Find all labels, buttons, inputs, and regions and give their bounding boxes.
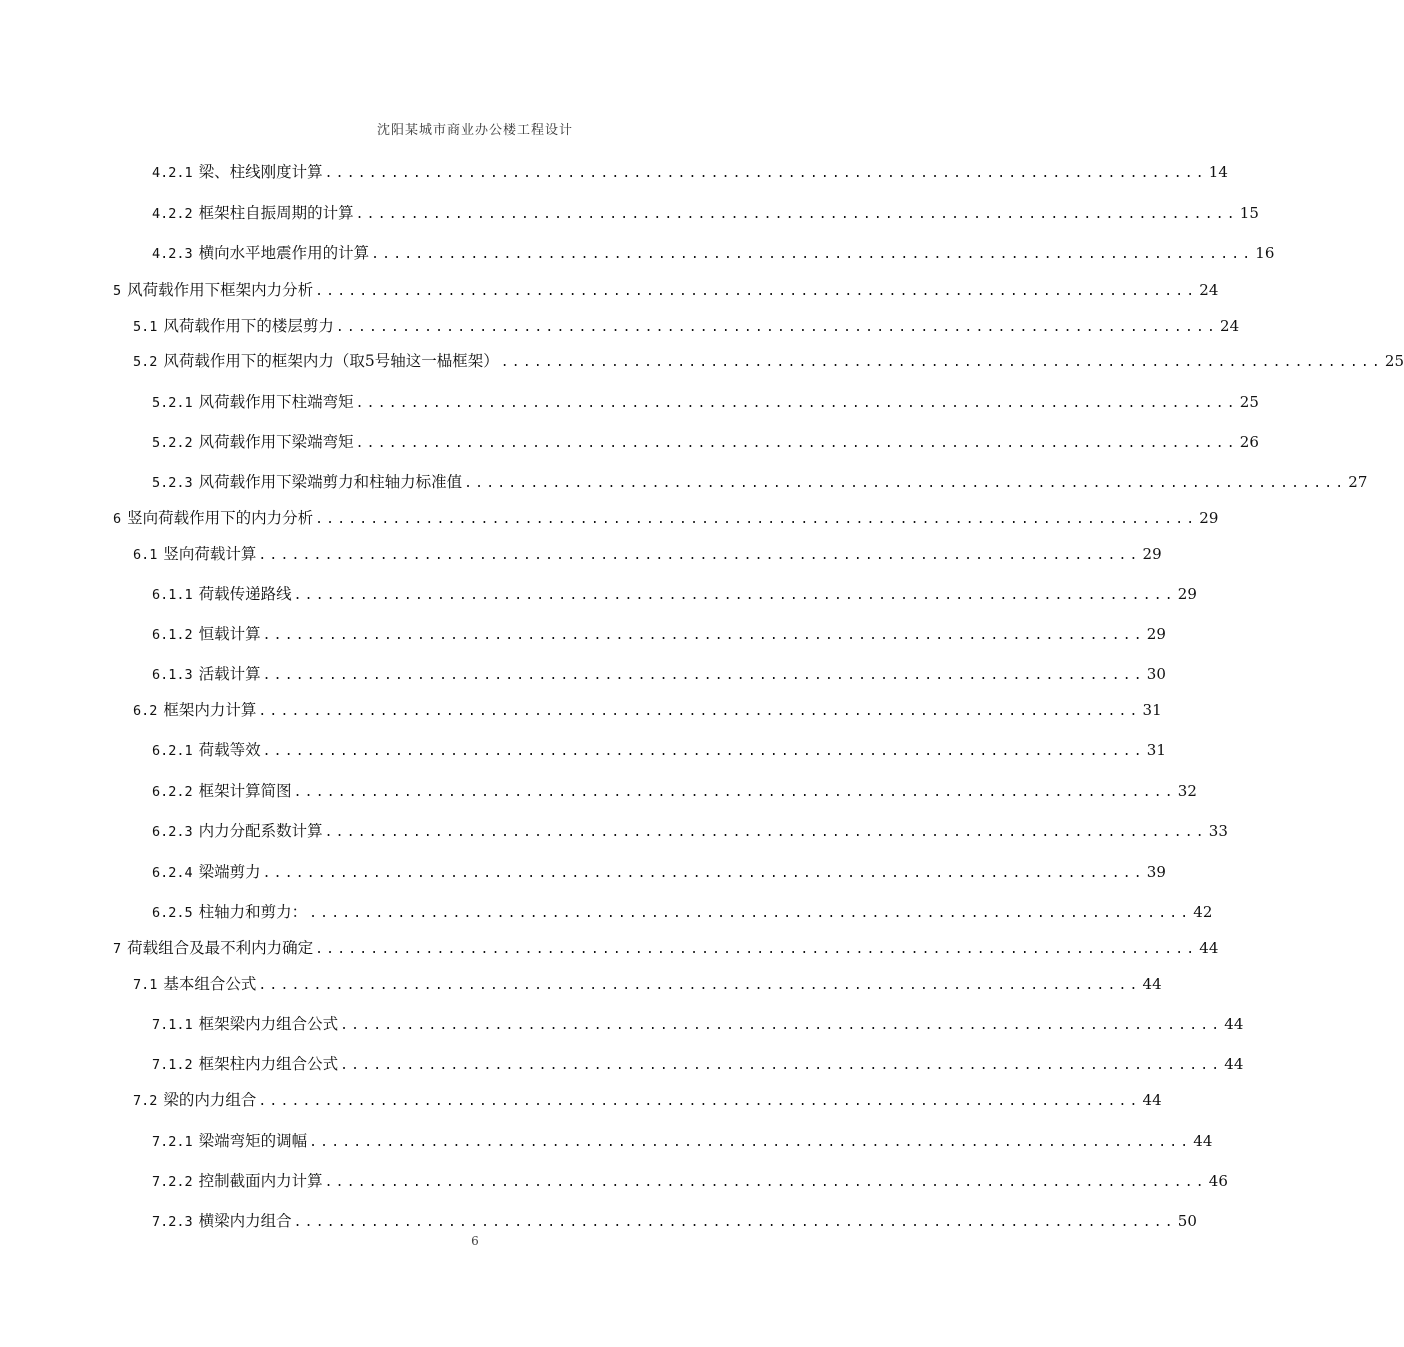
toc-page-number: 16 — [1255, 244, 1275, 262]
toc-entry[interactable] — [152, 819, 1228, 841]
toc-title: 框架内力计算 — [163, 701, 257, 719]
toc-number: 5.2.2 — [152, 435, 193, 451]
toc-entry[interactable] — [152, 582, 1197, 604]
toc-entry[interactable] — [133, 972, 1162, 994]
toc-title: 活载计算 — [198, 665, 261, 683]
toc-entry[interactable] — [152, 160, 1228, 182]
toc-number: 6.2 — [133, 703, 158, 719]
toc-page-number: 29 — [1146, 625, 1166, 643]
toc-page-number: 44 — [1199, 939, 1219, 957]
toc-title: 横梁内力组合 — [198, 1212, 292, 1230]
toc-title: 框架柱内力组合公式 — [198, 1055, 339, 1073]
toc-leader: ................................................................................ — [258, 548, 1141, 563]
toc-leader: ................................................................................ — [262, 866, 1145, 881]
toc-number: 5.2 — [133, 354, 158, 370]
toc-entry[interactable] — [152, 1129, 1213, 1151]
toc-number: 6.2.2 — [152, 784, 193, 800]
toc-page-number: 24 — [1199, 281, 1219, 299]
toc-title: 柱轴力和剪力： — [198, 903, 308, 921]
toc-leader: ................................................................................ — [262, 628, 1145, 643]
toc-number: 6.2.4 — [152, 865, 193, 881]
toc-title: 风荷载作用下柱端弯矩 — [198, 393, 354, 411]
toc-page-number: 46 — [1208, 1172, 1228, 1190]
page-footer — [0, 1234, 950, 1248]
toc-page-number: 25 — [1239, 393, 1259, 411]
toc-number: 6.1.1 — [152, 587, 193, 603]
toc-leader: ................................................................................ — [309, 1135, 1192, 1150]
toc-number: 7.1.1 — [152, 1017, 193, 1033]
toc-page-number: 15 — [1239, 204, 1259, 222]
toc-leader: ................................................................................ — [324, 825, 1207, 840]
toc-title: 控制截面内力计算 — [198, 1172, 323, 1190]
toc-title: 梁端弯矩的调幅 — [198, 1132, 308, 1150]
toc-entry[interactable] — [152, 779, 1197, 801]
toc-entry[interactable] — [113, 506, 1219, 528]
toc-title: 荷载组合及最不利内力确定 — [127, 939, 314, 957]
toc-page-number: 44 — [1142, 975, 1162, 993]
toc-leader: ................................................................................ — [335, 320, 1219, 335]
running-header — [0, 114, 950, 138]
toc-title: 风荷载作用下梁端剪力和柱轴力标准值 — [198, 473, 463, 491]
toc-leader: ................................................................................ — [340, 1058, 1223, 1073]
toc-page-number: 30 — [1146, 665, 1166, 683]
toc-number: 7.2.1 — [152, 1134, 193, 1150]
toc-leader: ................................................................................ — [309, 906, 1192, 921]
toc-number: 6.1.2 — [152, 627, 193, 643]
toc-entry[interactable] — [152, 390, 1259, 412]
toc-leader: ................................................................................ — [315, 942, 1198, 957]
toc-entry[interactable] — [152, 622, 1166, 644]
toc-number: 5.2.3 — [152, 475, 193, 491]
toc-page-number: 31 — [1146, 741, 1166, 759]
toc-title: 梁的内力组合 — [163, 1091, 257, 1109]
toc-page-number: 31 — [1142, 701, 1162, 719]
toc-leader: ................................................................................ — [355, 396, 1238, 411]
toc-title: 荷载传递路线 — [198, 585, 292, 603]
toc-leader: ................................................................................ — [262, 668, 1145, 683]
toc-page-number: 29 — [1199, 509, 1219, 527]
toc-page-number: 29 — [1177, 585, 1197, 603]
toc-number: 7.2.2 — [152, 1174, 193, 1190]
toc-entry[interactable] — [113, 936, 1219, 958]
toc-leader: ................................................................................ — [258, 978, 1141, 993]
toc-entry[interactable] — [152, 1169, 1228, 1191]
toc-number: 4.2.2 — [152, 206, 193, 222]
toc-title: 竖向荷载作用下的内力分析 — [127, 509, 314, 527]
toc-number: 5.2.1 — [152, 395, 193, 411]
toc-leader: ................................................................................ — [355, 436, 1238, 451]
toc-number: 7.1 — [133, 977, 158, 993]
toc-leader: ................................................................................ — [293, 785, 1176, 800]
toc-leader: ................................................................................ — [324, 1175, 1207, 1190]
toc-number: 7.2 — [133, 1093, 158, 1109]
toc-number: 4.2.3 — [152, 246, 193, 262]
toc-title: 荷载等效 — [198, 741, 261, 759]
toc-entry[interactable] — [152, 860, 1166, 882]
toc-title: 框架计算简图 — [198, 782, 292, 800]
toc-leader: ................................................................................ — [500, 355, 1383, 370]
toc-entry[interactable] — [113, 278, 1219, 300]
toc-number: 6.1.3 — [152, 667, 193, 683]
toc-page-number: 44 — [1224, 1015, 1244, 1033]
toc-entry[interactable] — [133, 698, 1162, 720]
toc-title: 内力分配系数计算 — [198, 822, 323, 840]
toc-number: 7.1.2 — [152, 1057, 193, 1073]
toc-entry[interactable] — [152, 241, 1275, 263]
toc-leader: ................................................................................ — [293, 1215, 1176, 1230]
toc-page-number: 14 — [1208, 163, 1228, 181]
toc-page-number: 50 — [1177, 1212, 1197, 1230]
toc-title: 基本组合公式 — [163, 975, 257, 993]
toc-title: 风荷载作用下梁端弯矩 — [198, 433, 354, 451]
toc-entry[interactable] — [152, 470, 1368, 492]
toc-page-number: 29 — [1142, 545, 1162, 563]
toc-number: 6.2.3 — [152, 824, 193, 840]
toc-leader: ................................................................................ — [293, 588, 1176, 603]
toc-page-number: 44 — [1142, 1091, 1162, 1109]
toc-number: 5 — [113, 283, 122, 299]
toc-entry[interactable] — [152, 900, 1213, 922]
toc-page-number: 42 — [1193, 903, 1213, 921]
toc-number: 4.2.1 — [152, 165, 193, 181]
toc-entry[interactable] — [152, 662, 1166, 684]
toc-title: 框架柱自振周期的计算 — [198, 204, 354, 222]
toc-number: 5.1 — [133, 319, 158, 335]
toc-number: 7.2.3 — [152, 1214, 193, 1230]
toc-page-number: 26 — [1239, 433, 1259, 451]
toc-number: 6.2.1 — [152, 743, 193, 759]
toc-page-number: 32 — [1177, 782, 1197, 800]
toc-page-number: 25 — [1384, 352, 1404, 370]
toc-title: 风荷载作用下的框架内力（取5号轴这一榀框架） — [163, 352, 499, 370]
toc-number: 7 — [113, 941, 122, 957]
toc-title: 风荷载作用下框架内力分析 — [127, 281, 314, 299]
toc-page-number: 33 — [1208, 822, 1228, 840]
toc-entry[interactable] — [133, 542, 1162, 564]
toc-title: 横向水平地震作用的计算 — [198, 244, 370, 262]
running-header-text: 沈阳某城市商业办公楼工程设计 — [376, 123, 573, 138]
toc-title: 梁端剪力 — [198, 863, 261, 881]
footer-page-number: 6 — [471, 1234, 479, 1248]
toc-leader: ................................................................................ — [371, 247, 1254, 262]
toc-title: 梁、柱线刚度计算 — [198, 163, 323, 181]
toc-entry[interactable] — [152, 430, 1259, 452]
toc-leader: ................................................................................ — [262, 744, 1145, 759]
toc-page-number: 44 — [1193, 1132, 1213, 1150]
toc-entry[interactable] — [133, 349, 1404, 371]
toc-number: 6.1 — [133, 547, 158, 563]
toc-leader: ................................................................................ — [315, 512, 1198, 527]
toc-leader: ................................................................................ — [258, 1094, 1141, 1109]
toc-page-number: 39 — [1146, 863, 1166, 881]
toc-title: 风荷载作用下的楼层剪力 — [163, 317, 334, 335]
toc-entry[interactable] — [152, 738, 1166, 760]
toc-page-number: 24 — [1220, 317, 1240, 335]
toc-leader: ................................................................................ — [258, 704, 1141, 719]
toc-leader: ................................................................................ — [324, 166, 1207, 181]
toc-entry[interactable] — [152, 1052, 1244, 1074]
toc-entry[interactable] — [152, 201, 1259, 223]
toc-title: 框架梁内力组合公式 — [198, 1015, 339, 1033]
toc-page-number: 27 — [1348, 473, 1368, 491]
toc-leader: ................................................................................ — [355, 207, 1238, 222]
toc-number: 6.2.5 — [152, 905, 193, 921]
toc-number: 6 — [113, 511, 122, 527]
toc-title: 竖向荷载计算 — [163, 545, 257, 563]
toc-entry[interactable] — [133, 314, 1240, 336]
toc-page-number: 44 — [1224, 1055, 1244, 1073]
toc-entry[interactable] — [152, 1209, 1197, 1231]
toc-title: 恒载计算 — [198, 625, 261, 643]
toc-leader: ................................................................................ — [315, 284, 1198, 299]
toc-entry[interactable] — [152, 1012, 1244, 1034]
toc-leader: ................................................................................ — [464, 476, 1347, 491]
toc-entry[interactable] — [133, 1088, 1162, 1110]
toc-leader: ................................................................................ — [340, 1018, 1223, 1033]
